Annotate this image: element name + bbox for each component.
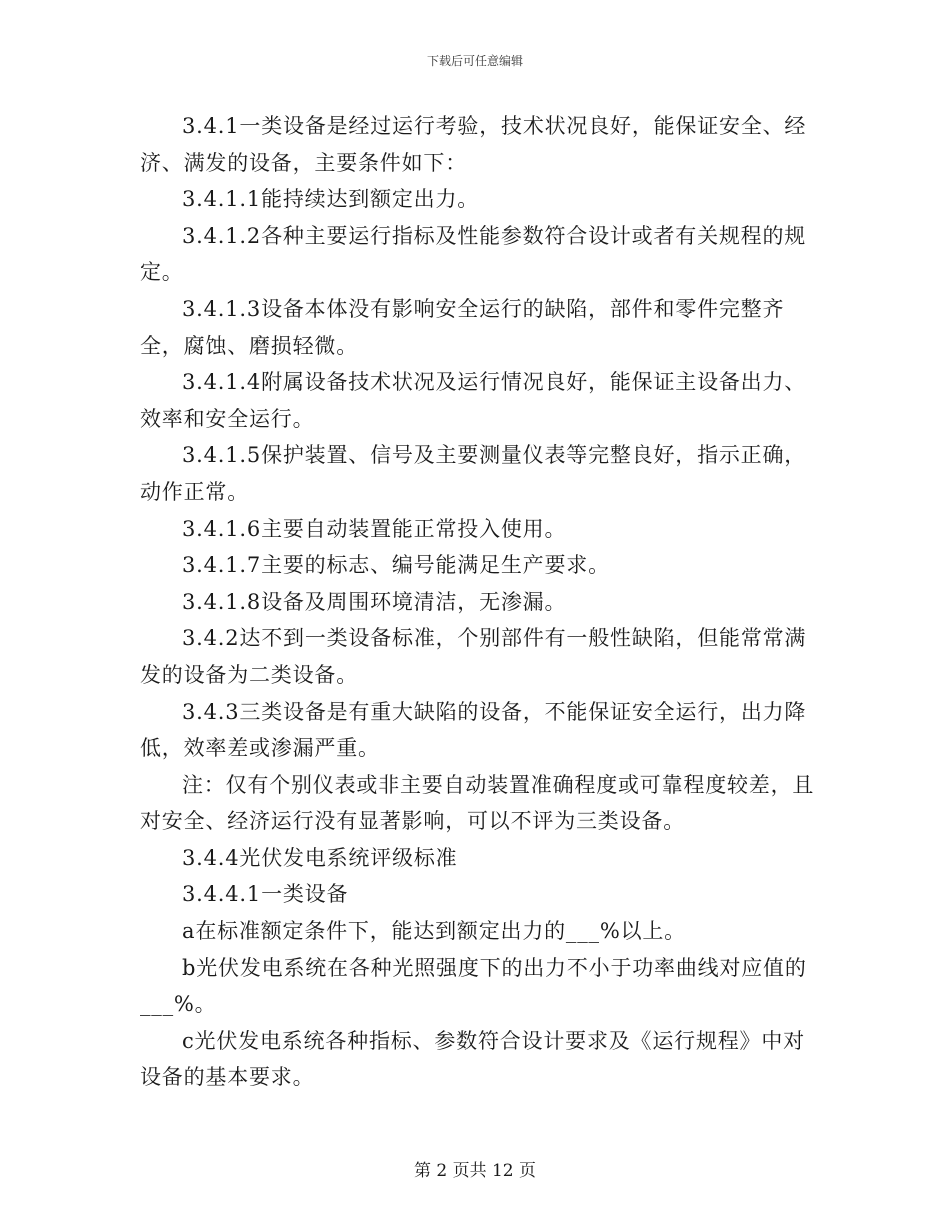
- list-item: c光伏发电系统各种指标、参数符合设计要求及《运行规程》中对设备的基本要求。: [140, 1028, 805, 1090]
- paragraph: 3.4.1.2各种主要运行指标及性能参数符合设计或者有关规程的规定。: [140, 223, 807, 285]
- paragraph: 3.4.1.4附属设备技术状况及运行情况良好，能保证主设备出力、效率和安全运行。: [140, 370, 807, 431]
- list-item: a在标准额定条件下，能达到额定出力的___%以上。: [182, 919, 686, 944]
- paragraph: 3.4.1.5保护装置、信号及主要测量仪表等完整良好，指示正确，动作正常。: [140, 443, 807, 504]
- paragraph: 3.4.1.6主要自动装置能正常投入使用。: [182, 516, 567, 541]
- page-header: 下载后可任意编辑: [426, 54, 523, 68]
- paragraph: 3.4.1.1能持续达到额定出力。: [182, 187, 480, 212]
- paragraph: 3.4.1.3设备本体没有影响安全运行的缺陷，部件和零件完整齐全，腐蚀、磨损轻微。: [140, 296, 785, 358]
- page-number: 第 2 页共 12 页: [413, 1161, 537, 1181]
- paragraph: 3.4.1.8设备及周围环境清洁，无渗漏。: [182, 589, 567, 614]
- paragraph: 3.4.3三类设备是有重大缺陷的设备，不能保证安全运行，出力降低，效率差或渗漏严重。: [140, 699, 807, 761]
- paragraph: 3.4.2达不到一类设备标准，个别部件有一般性缺陷，但能常常满发的设备为二类设备。: [140, 626, 807, 687]
- subsection-heading: 3.4.4.1一类设备: [182, 882, 349, 907]
- list-item: b光伏发电系统在各种光照强度下的出力不小于功率曲线对应值的___%。: [140, 955, 807, 1017]
- paragraph: 3.4.1一类设备是经过运行考验，技术状况良好，能保证安全、经济、满发的设备，主要条件如下：: [140, 114, 807, 175]
- document-body: [140, 108, 820, 1096]
- section-heading: 3.4.4光伏发电系统评级标准: [182, 845, 458, 870]
- paragraph: 3.4.1.7主要的标志、编号能满足生产要求。: [182, 553, 610, 578]
- note-paragraph: 注：仅有个别仪表或非主要自动装置准确程度或可靠程度较差，且对安全、经济运行没有显著影响，可以不评为三类设备。: [140, 772, 815, 834]
